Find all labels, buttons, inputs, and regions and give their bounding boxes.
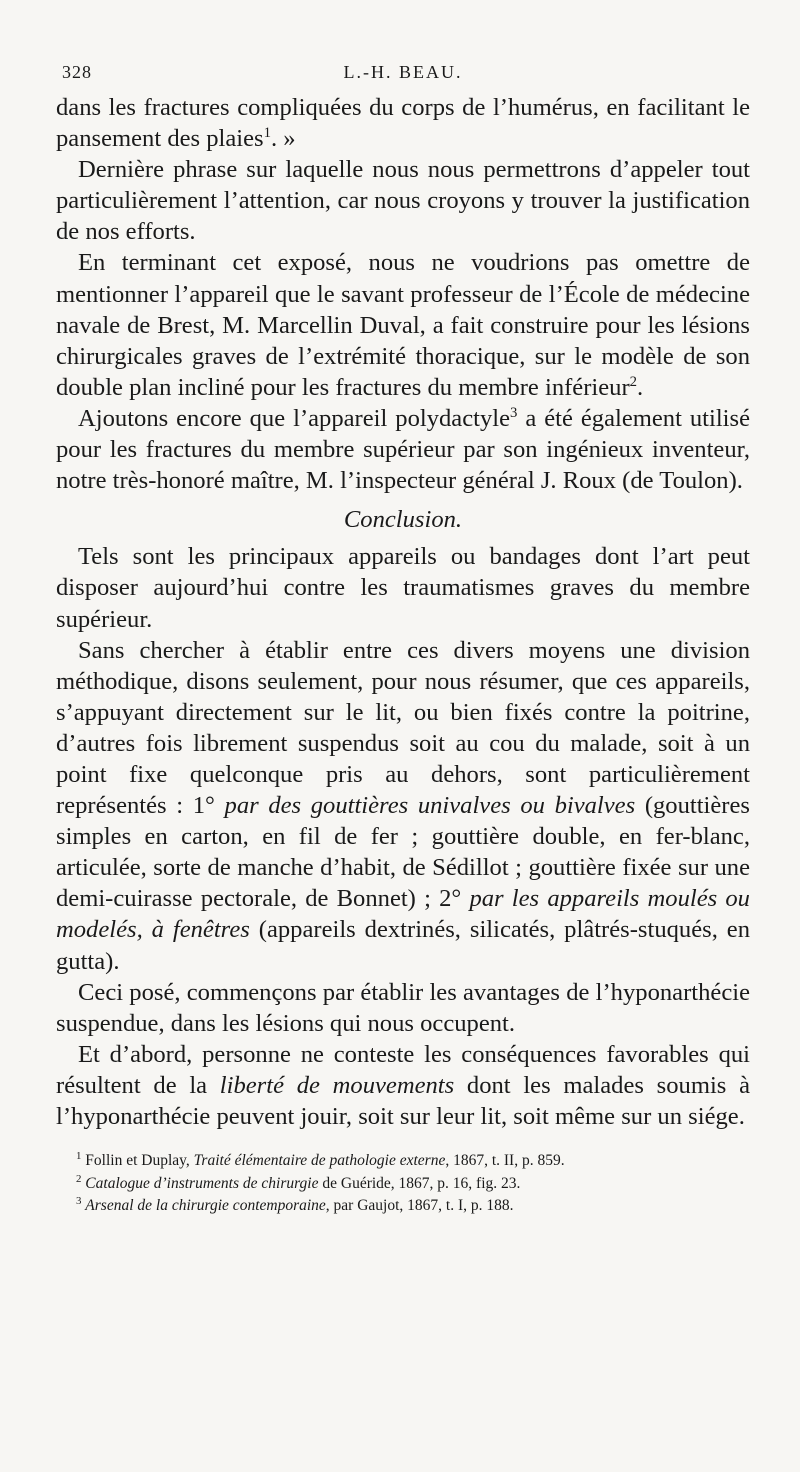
text-run: a été également utilisé pour les fractures du membre supérieur par son ingénieux inventeur, notre très-honoré maître, M. l’inspecteur général J. Roux (de Toulon).	[56, 404, 750, 495]
text-run: Ajoutons encore que l’appareil polydactyle	[78, 404, 511, 432]
footnote-marker: 2	[629, 373, 638, 390]
italic-text: Arsenal de la chirurgie contemporaine	[85, 1197, 326, 1215]
italic-text: par les appareils moulés ou modelés, à fenêtres	[56, 885, 750, 944]
italic-text: liberté de mouvements	[219, 1071, 455, 1099]
italic-text: par des gouttières univalves ou bivalves	[224, 792, 636, 820]
paragraph	[56, 977, 750, 1039]
italic-text: Catalogue d’instruments de chirurgie	[85, 1174, 319, 1192]
paragraph	[56, 541, 750, 634]
page	[56, 62, 750, 1218]
text-run: En terminant cet exposé, nous ne voudrions pas omettre de mentionner l’appareil que le savant professeur de l’École de médecine navale de Brest, M. Marcellin Duval, a fait construire pour les lésions chirurgicales graves de l’extrémité thoracique, sur le modèle de son double plan incliné pour les fractures du membre inférieur	[56, 249, 750, 401]
footnote-marker: 3	[76, 1194, 82, 1207]
text-run: (appareils dextrinés, silicatés, plâtrés-stuqués, en gutta).	[56, 916, 750, 975]
text-run: . »	[271, 125, 296, 153]
text-run: Follin et Duplay,	[81, 1152, 194, 1170]
section-heading: Conclusion.	[343, 506, 463, 534]
text-run: Tels sont les principaux appareils ou bandages dont l’art peut disposer aujourd’hui contre les traumatismes graves du membre supérieur.	[56, 543, 750, 633]
footnote	[56, 1150, 750, 1173]
running-header	[56, 62, 750, 88]
paragraph	[56, 154, 750, 247]
paragraph	[56, 1039, 750, 1132]
paragraph	[56, 92, 750, 154]
text-run: Dernière phrase sur laquelle nous nous permettrons d’appeler tout particulièrement l’attention, car nous croyons y trouver la justification de nos efforts.	[56, 156, 750, 246]
footnote-marker: 1	[263, 124, 271, 141]
footnote-marker: 1	[76, 1149, 82, 1162]
paragraph	[56, 635, 750, 977]
text-run: , par Gaujot, 1867, t. I, p. 188.	[325, 1197, 514, 1215]
paragraph	[56, 247, 750, 402]
text-run: (gouttières simples en carton, en fil de fer ; gouttière double, en fer-blanc, articulée, sorte de manche d’habit, de Sédillot ; gouttière fixée sur une demi-cuirasse pectorale, de Bonnet) ; 2°	[56, 792, 750, 913]
page-number: 328	[62, 62, 92, 82]
paragraphs-before-heading	[56, 92, 750, 496]
footnote-marker: 3	[510, 404, 518, 421]
text-run: Et d’abord, personne ne conteste les conséquences favorables qui résultent de la	[56, 1040, 750, 1099]
footnote-marker: 2	[76, 1172, 82, 1185]
paragraphs-after-heading	[56, 541, 750, 1132]
text-run: dont les malades soumis à l’hyponarthécie peuvent jouir, soit sur leur lit, soit même sur un siége.	[56, 1071, 751, 1130]
italic-text: Traité élémentaire de pathologie externe	[193, 1152, 446, 1170]
running-title: L.-H. BEAU.	[343, 62, 463, 82]
text-run: Ceci posé, commençons par établir les avantages de l’hyponarthécie suspendue, dans les lésions qui nous occupent.	[56, 978, 750, 1037]
footnote	[56, 1173, 750, 1196]
footnotes	[56, 1150, 750, 1218]
body-text	[56, 92, 750, 1132]
text-run: Sans chercher à établir entre ces divers moyens une division méthodique, disons seulement, pour nous résumer, que ces appareils, s’appuyant directement sur le lit, ou bien fixés contre la poitrine, d’autres fois librement suspendus soit au cou du malade, soit à un point fixe quelconque pris au dehors, sont particulièrement représentés : 1°	[56, 636, 750, 820]
text-run: de Guéride, 1867, p. 16, fig. 23.	[318, 1174, 521, 1192]
footnote	[56, 1195, 750, 1218]
text-run: dans les fractures compliquées du corps de l’humérus, en facilitant le pansement des plaies	[56, 94, 750, 153]
text-run: , 1867, t. II, p. 859.	[445, 1152, 565, 1170]
text-run: .	[637, 373, 644, 401]
paragraph	[56, 403, 750, 496]
